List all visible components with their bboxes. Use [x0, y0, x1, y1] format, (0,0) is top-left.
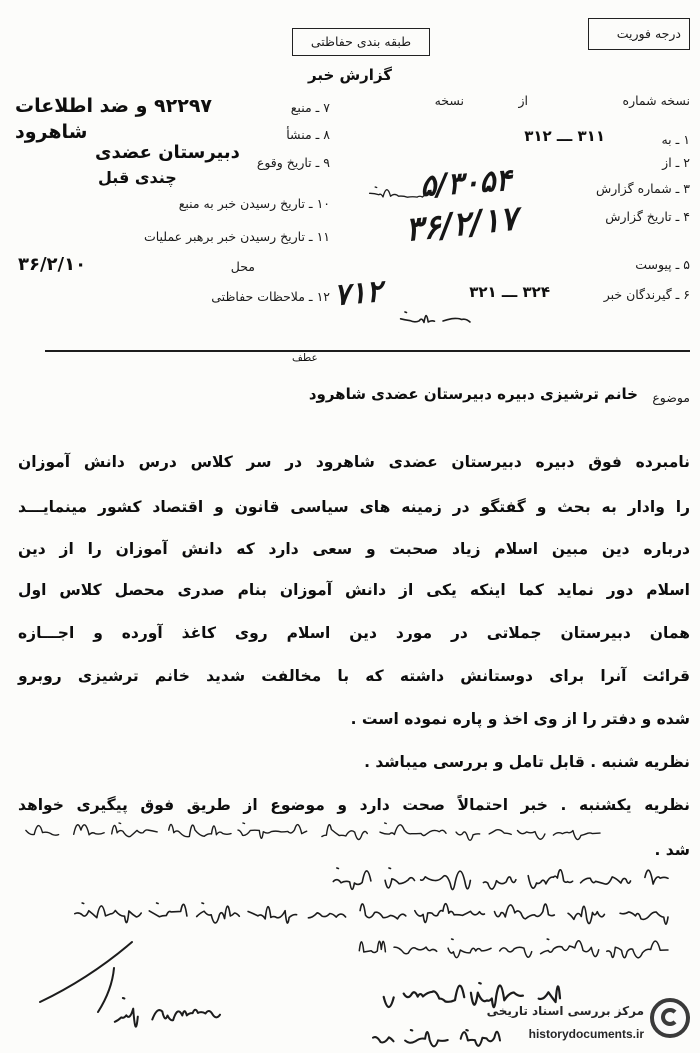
body-line-2: را وادار به بحث و گفتگو در زمینه های سیاسی قانون و اقتصاد کشور مینمایـــد: [18, 498, 690, 516]
handwritten-stroke-bottom-left: [40, 942, 132, 1012]
watermark-org: مرکز بررسی اسناد تاریخی: [486, 1004, 644, 1018]
classification-box: [292, 28, 430, 56]
handwritten-note-2: [333, 868, 668, 890]
field-source-value-line2: شاهرود: [15, 121, 88, 143]
body-line-8: نظریه شنبه . قابل تامل و بررسی میباشد .: [364, 753, 690, 771]
field-source-label: ۷ ـ منبع: [290, 100, 330, 115]
field-to-label: ۱ ـ به: [661, 132, 690, 147]
field-recipients-value: ۳۲۴ ـــ ۳۲۱: [469, 283, 550, 301]
field-date-to-source-label: ۱۰ ـ تاریخ رسیدن خبر به منبع: [178, 196, 330, 211]
body-line-7: شده و دفتر را از وی اخذ و پاره نموده است .: [350, 710, 690, 728]
report-number-handwritten: ۵/۳۰۵۴: [418, 162, 513, 205]
body-line-3: درباره دین مبین اسلام زیاد صحبت و سعی دارد که دانش آموزان را از دین: [18, 540, 690, 558]
handwritten-note-4: [359, 939, 668, 958]
field-origin-label: ۸ ـ منشأ: [286, 127, 330, 142]
reference-note: عطف: [292, 352, 318, 364]
field-source-value: ۹۲۲۹۷ و ضد اطلاعات: [15, 95, 213, 117]
field-security-notes-label: ۱۲ ـ ملاحظات حفاظتی: [211, 289, 330, 304]
copy-label: نسخه: [434, 93, 464, 108]
handwritten-note-3: [75, 903, 668, 924]
body-line-1: نامبرده فوق دبیره دبیرستان عضدی شاهرود در سر کلاس درس دانش آموزان: [18, 453, 690, 471]
copy-of-label: از: [518, 93, 528, 108]
field-recipients-label: ۶ ـ گیرندگان خبر: [603, 287, 690, 302]
classification-label: طبقه بندی حفاظتی: [310, 34, 412, 49]
body-line-6: قرائت آنرا برای دوستانش داشته که با مخالفت شدید خانم ترشیزی روبرو: [18, 667, 690, 685]
field-report-date-label: ۴ ـ تاریخ گزارش: [605, 209, 690, 224]
handwritten-signature-underline: [373, 1030, 500, 1046]
body-line-5: همان دبیرستان جملاتی در مورد دین اسلام روی کاغذ آورده و اجـــازه: [18, 624, 690, 642]
field-event-date-value: چندی قبل: [98, 168, 177, 187]
handwritten-date-bottom: [115, 998, 220, 1027]
body-line-4: اسلام دور نماید کما اینکه یکی از دانش آموزان بنام صدری محصل کلاس اول: [18, 581, 690, 599]
report-title: گزارش خبر: [307, 66, 393, 84]
field-event-date-label: ۹ ـ تاریخ وقوع: [256, 155, 330, 170]
field-to-value: ۳۱۱ ـــ ۳۱۲: [524, 127, 605, 145]
body-line-9: نظریه یکشنبه . خبر احتمالاً صحت دارد و موضوع از طریق فوق پیگیری خواهد: [18, 796, 690, 814]
body-line-10: شد .: [654, 841, 690, 859]
recipients-handwritten: ۷۱۲: [332, 273, 384, 314]
field-report-number-label: ۳ ـ شماره گزارش: [595, 181, 690, 196]
urgency-box: [588, 18, 690, 50]
field-place-value: ۳۶/۲/۱۰: [18, 254, 87, 275]
field-from-label: ۲ ـ از: [662, 155, 690, 170]
copy-number-label: نسخه شماره: [622, 93, 690, 108]
archive-logo-icon: [650, 998, 690, 1038]
field-place-label: محل: [230, 259, 255, 274]
field-attachment-label: ۵ ـ پیوست: [635, 257, 690, 272]
field-origin-value: دبیرستان عضدی: [95, 142, 240, 163]
subject-text: خانم ترشیزی دبیره دبیرستان عضدی شاهرود: [308, 385, 638, 403]
watermark-site: historydocuments.ir: [528, 1027, 644, 1041]
urgency-label: درجه فوریت: [616, 26, 681, 41]
field-date-to-leader-label: ۱۱ ـ تاریخ رسیدن خبر برهبر عملیات: [143, 229, 330, 244]
report-date-handwritten: ۳۶/۲/۱۷: [403, 198, 520, 249]
subject-label: موضوع: [652, 390, 690, 405]
section-divider: [45, 350, 690, 352]
recipients-squiggle: [401, 312, 470, 322]
